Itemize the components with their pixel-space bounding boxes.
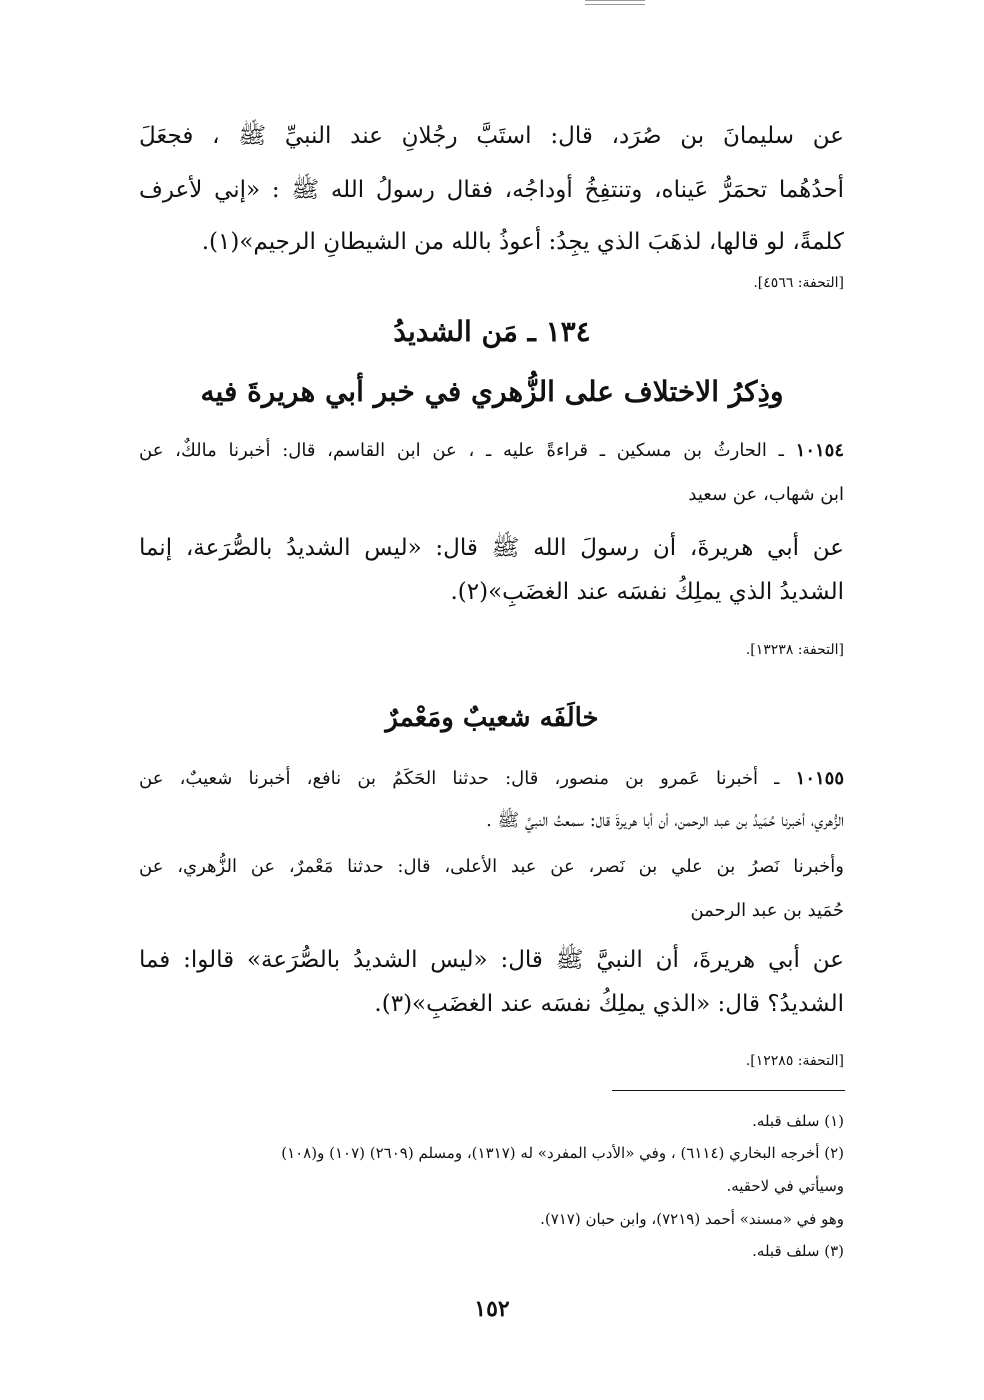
hadith-10154-isnad-text: ـ الحارثُ بن مسكين ـ قراءةً عليه ـ ، عن ابن القاسم، قال: أخبرنا مالكٌ، عن xyxy=(139,440,796,461)
footnote-1: (١) سلف قبله. xyxy=(752,1112,844,1130)
footnote-separator xyxy=(612,1090,845,1091)
chapter-title: ١٣٤ ـ مَن الشديدُ xyxy=(393,315,591,348)
hadith-10155-matn-line-2: الشديدُ؟ قال: «الذي يملِكُ نفسَه عند الغضَبِ»(٣). xyxy=(374,991,844,1017)
hadith-10154-isnad-line-1 xyxy=(139,436,844,466)
section-title: خالَفَه شعيبٌ ومَعْمرٌ xyxy=(385,703,599,733)
tuhfa-reference-10155: [التحفة: ١٢٢٨٥]. xyxy=(745,1053,844,1069)
paragraph-1-line-2: أحدُهُما تحمَرُّ عَيناه، وتنتفِخُ أوداجُه، فقال رسولُ الله ﷺ : «إني لأعرف xyxy=(139,177,844,203)
hadith-10155-second-isnad-line-2: حُمَيد بن عبد الرحمن xyxy=(690,900,844,921)
hadith-10154-matn-line-1: عن أبي هريرةَ، أن رسولَ الله ﷺ قال: «ليس الشديدُ بالصُّرَعة، إنما xyxy=(139,535,844,561)
page-number: ١٥٢ xyxy=(474,1296,510,1322)
hadith-10155-matn-line-1: عن أبي هريرةَ، أن النبيَّ ﷺ قال: «ليس الشديدُ بالصُّرَعة» قالوا: فما xyxy=(139,947,844,973)
tuhfa-reference-10154: [التحفة: ١٣٢٣٨]. xyxy=(745,642,844,658)
hadith-10155-isnad-line-2: الزُّهري، أخبرنا حُمَيدُ بن عبد الرحمن، أن أبا هريرةَ قال: سمعتُ النبيَّ ﷺ . xyxy=(486,810,844,831)
tuhfa-reference-1: [التحفة: ٤٥٦٦]. xyxy=(753,275,844,291)
hadith-10155-isnad-text: ـ أخبرنا عَمرو بن منصور، قال: حدثنا الحَكَمُ بن نافع، أخبرنا شعيبٌ، عن xyxy=(139,768,796,789)
hadith-10155-number: ١٠١٥٥ xyxy=(795,768,844,789)
footnote-3: (٣) سلف قبله. xyxy=(752,1242,844,1260)
paragraph-1-line-1: عن سليمانَ بن صُرَد، قال: استَبَّ رجُلانِ عند النبيِّ ﷺ ، فجعَلَ xyxy=(139,123,844,149)
footnote-2-line-3: وهو في «مسند» أحمد (٧٢١٩)، وابن حبان (٧١٧). xyxy=(540,1210,844,1228)
chapter-subtitle: وذِكرُ الاختلاف على الزُّهري في خبر أبي هريرةَ فيه xyxy=(200,375,784,408)
top-rule xyxy=(585,0,645,5)
hadith-10155-isnad-line-1 xyxy=(139,764,844,794)
paragraph-1-line-3: كلمةً، لو قالها، لذهَبَ الذي يجِدُ: أعوذُ بالله من الشيطانِ الرجيم»(١). xyxy=(201,229,844,255)
hadith-10155-second-isnad-line-1: وأخبرنا نَصرُ بن علي بن نَصر، عن عبد الأعلى، قال: حدثنا مَعْمرٌ، عن الزُّهري، عن xyxy=(139,856,844,877)
footnote-2-line-2: وسيأتي في لاحقيه. xyxy=(726,1177,844,1195)
hadith-10154-isnad-line-2: ابن شهاب، عن سعيد xyxy=(688,484,844,505)
hadith-10154-matn-line-2: الشديدُ الذي يملِكُ نفسَه عند الغضَبِ»(٢). xyxy=(450,579,844,605)
hadith-10154-number: ١٠١٥٤ xyxy=(795,440,844,461)
footnote-2-line-1: (٢) أخرجه البخاري (٦١١٤) ، وفي «الأدب المفرد» له (١٣١٧)، ومسلم (٢٦٠٩) (١٠٧) و(١٠٨) xyxy=(281,1144,844,1162)
